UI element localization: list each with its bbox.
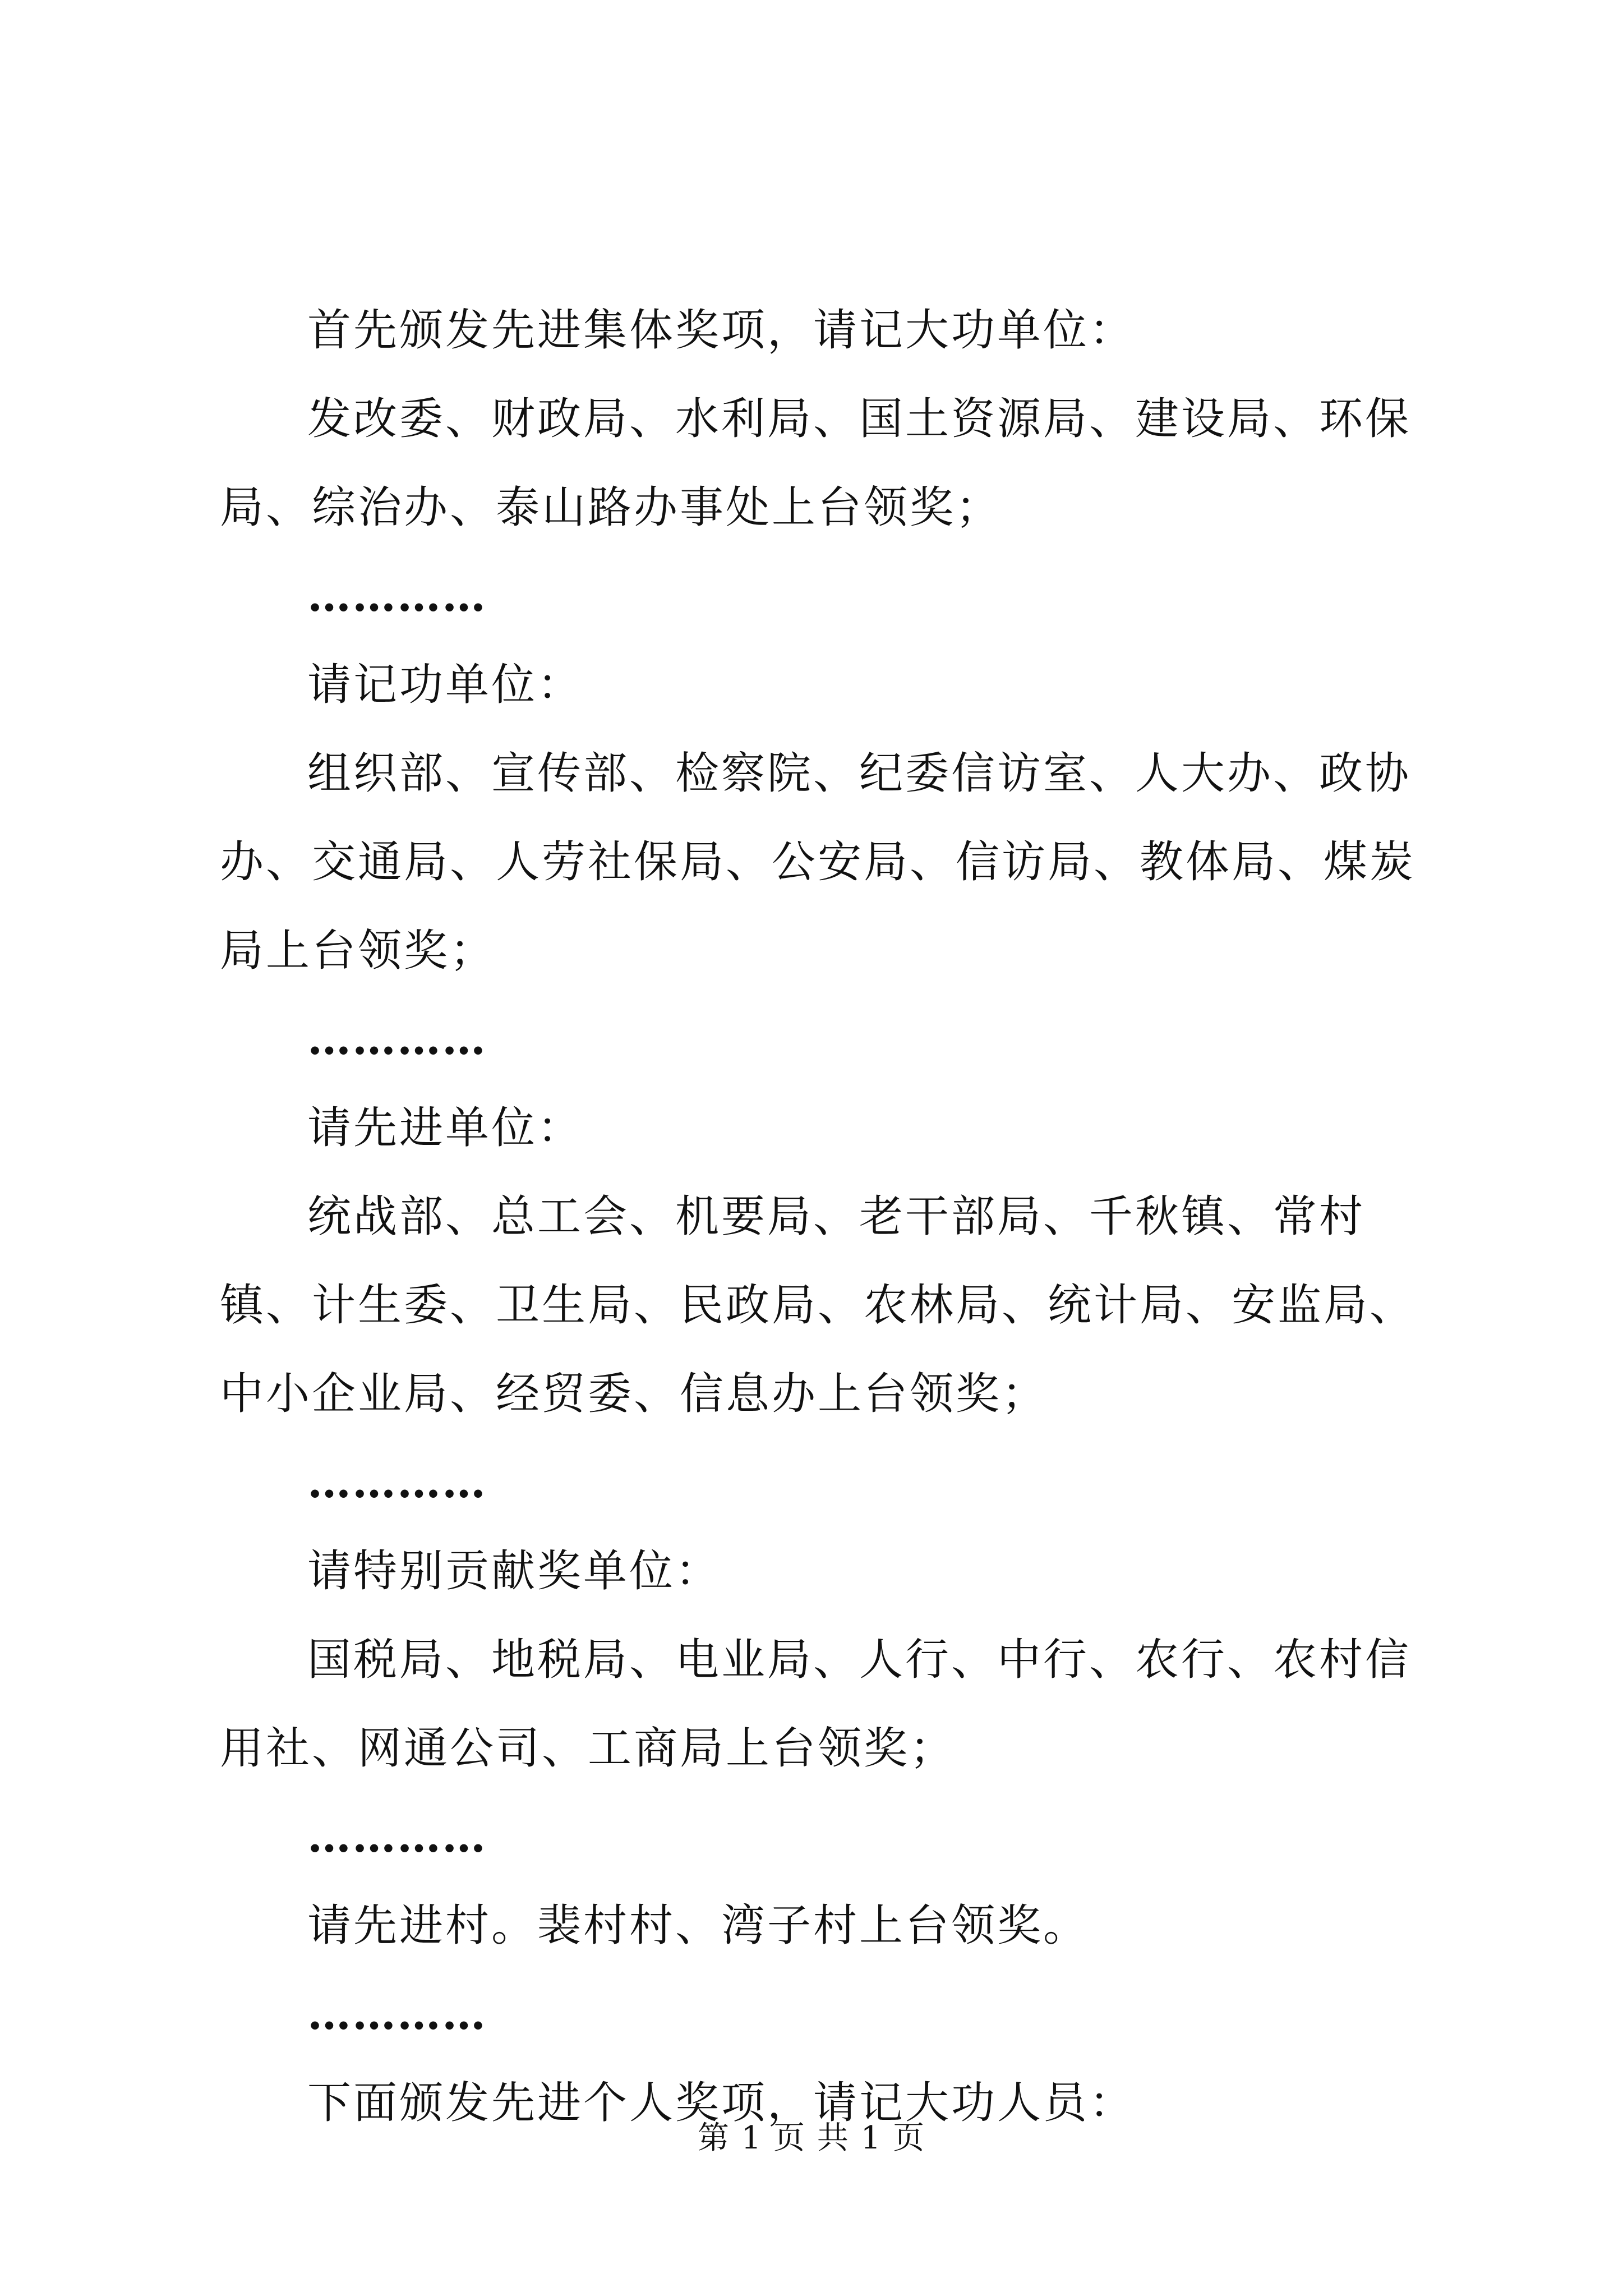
- paragraph-8: 国税局、地税局、电业局、人行、中行、农行、农村信用社、网通公司、工商局上台领奖；: [220, 1635, 1412, 1774]
- paragraph-9: 请先进村。裴村村、湾子村上台领奖。: [307, 1901, 1090, 1951]
- paragraph-6: 统战部、总工会、机要局、老干部局、千秋镇、常村镇、计生委、卫生局、民政局、农林局、统计局、安监局、中小企业局、经贸委、信息办上台领奖；: [220, 1191, 1416, 1419]
- paragraph-2: 发改委、财政局、水利局、国土资源局、建设局、环保局、综治办、泰山路办事处上台领奖；: [220, 394, 1412, 533]
- ellipsis-separator-4: …………: [307, 1811, 487, 1862]
- ellipsis-separator-5: …………: [307, 1989, 487, 2040]
- ellipsis-separator-1: …………: [307, 570, 487, 622]
- paragraph-4: 组织部、宣传部、检察院、纪委信访室、人大办、政协办、交通局、人劳社保局、公安局、信访局、教体局、煤炭局上台领奖；: [220, 748, 1416, 976]
- paragraph-10: 下面颁发先进个人奖项，请记大功人员：: [307, 2078, 1136, 2128]
- paragraph-7: 请特别贡献奖单位：: [307, 1546, 722, 1596]
- ellipsis-separator-2: …………: [307, 1014, 487, 1065]
- paragraph-3: 请记功单位：: [307, 660, 584, 710]
- page-number-label: 第 1 页 共 1 页: [697, 2120, 926, 2156]
- paragraph-1: 首先颁发先进集体奖项，请记大功单位：: [307, 305, 1136, 356]
- ellipsis-separator-3: …………: [307, 1457, 487, 1508]
- page-footer: [0, 2116, 1623, 2161]
- document-body: [220, 286, 1442, 2147]
- paragraph-5: 请先进单位：: [307, 1103, 584, 1153]
